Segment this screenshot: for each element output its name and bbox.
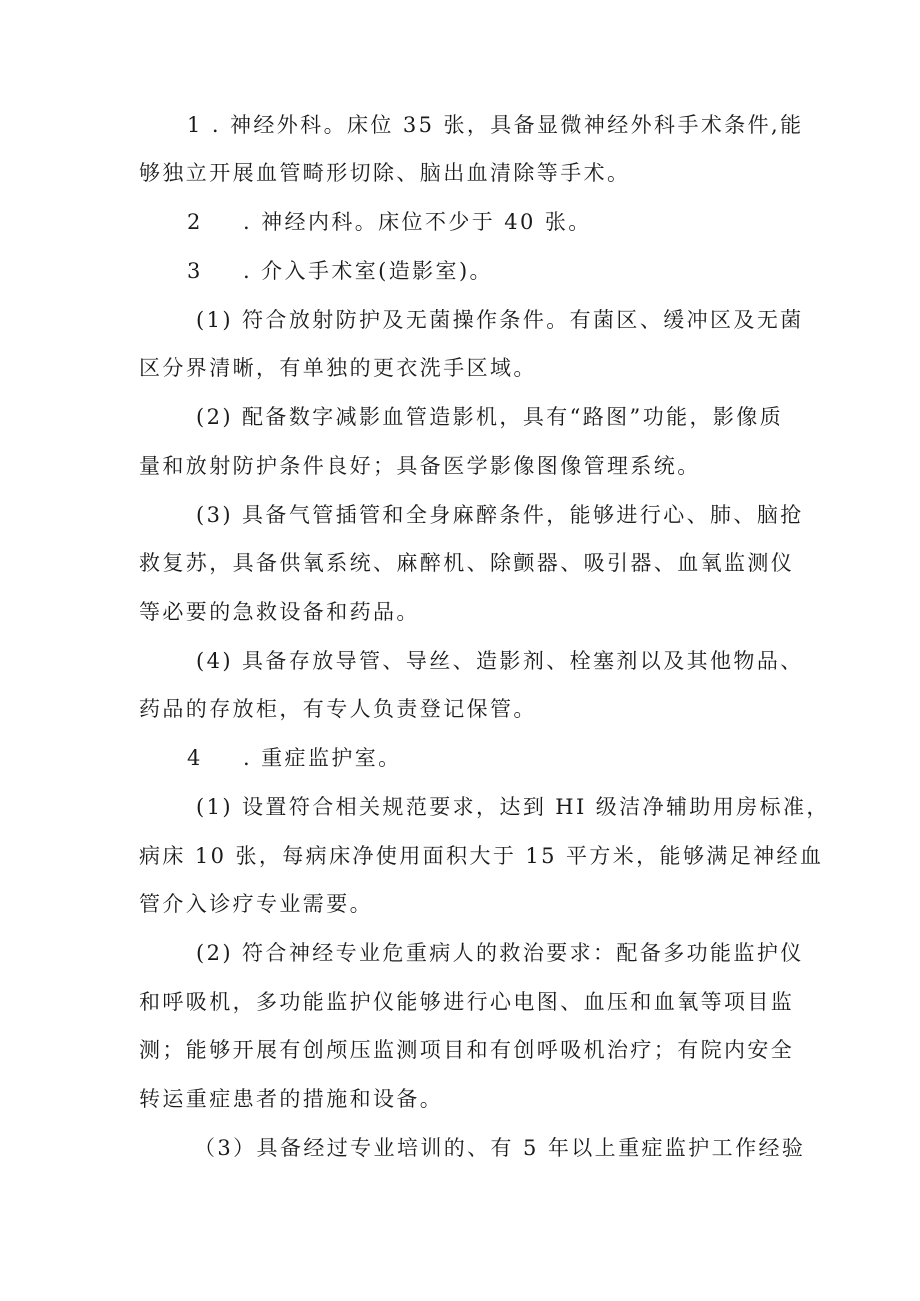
item-1-line-1: (1) 符合放射防护及无菌操作条件。有菌区、缓冲区及无菌 <box>196 308 804 332</box>
icu-item-1-line-3: 管介入诊疗专业需要。 <box>139 892 373 916</box>
item-2-line-2: 量和放射防护条件良好；具备医学影像图像管理系统。 <box>139 454 701 478</box>
section-text: . 神经内科。床位不少于 40 张。 <box>243 210 592 234</box>
section-number: 4 <box>187 746 203 770</box>
icu-item-2-line-4: 转运重症患者的措施和设备。 <box>139 1087 444 1111</box>
icu-item-1-line-2: 病床 10 张，每病床净使用面积大于 15 平方米，能够满足神经血 <box>139 844 824 868</box>
item-1-line-2: 区分界清晰，有单独的更衣洗手区域。 <box>139 356 537 380</box>
paragraph-3-line-1 <box>187 256 493 286</box>
item-2-line-1: (2) 配备数字减影血管造影机，具有“路图”功能，影像质 <box>196 405 784 429</box>
item-4-line-2: 药品的存放柜，有专人负责登记保管。 <box>139 697 537 721</box>
item-4-line-1: (4) 具备存放导管、导丝、造影剂、栓塞剂以及其他物品、 <box>196 649 804 673</box>
section-text: . 重症监护室。 <box>243 746 402 770</box>
item-3-line-1: (3) 具备气管插管和全身麻醉条件，能够进行心、肺、脑抢 <box>196 503 804 527</box>
paragraph-1-line-2: 够独立开展血管畸形切除、脑出血清除等手术。 <box>139 161 631 185</box>
section-number: 2 <box>187 210 203 234</box>
section-number: 3 <box>187 259 203 283</box>
icu-item-2-line-3: 测；能够开展有创颅压监测项目和有创呼吸机治疗；有院内安全 <box>139 1038 795 1062</box>
icu-item-2-line-2: 和呼吸机，多功能监护仪能够进行心电图、血压和血氧等项目监 <box>139 990 795 1014</box>
paragraph-2-line-1 <box>187 207 592 237</box>
icu-item-3-line-1: （3）具备经过专业培训的、有 5 年以上重症监护工作经验 <box>194 1136 806 1160</box>
item-3-line-2: 救复苏，具备供氧系统、麻醉机、除颤器、吸引器、血氧监测仪 <box>139 551 795 575</box>
paragraph-1-line-1: 1 . 神经外科。床位 35 张，具备显微神经外科手术条件,能 <box>187 113 804 137</box>
section-text: . 介入手术室(造影室)。 <box>243 259 493 283</box>
item-3-line-3: 等必要的急救设备和药品。 <box>139 600 420 624</box>
paragraph-4-line-1 <box>187 743 402 773</box>
icu-item-1-line-1: (1) 设置符合相关规范要求，达到 HI 级洁净辅助用房标准， <box>196 795 830 819</box>
icu-item-2-line-1: (2) 符合神经专业危重病人的救治要求：配备多功能监护仪 <box>196 941 804 965</box>
